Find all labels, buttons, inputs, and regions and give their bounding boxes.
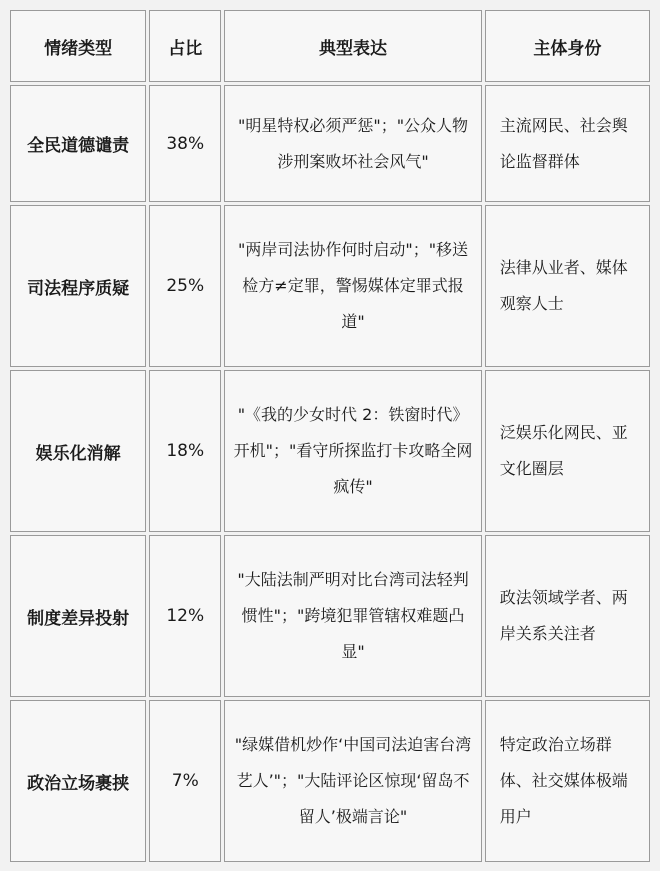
row-subject-identity: 政法领域学者、两岸关系关注者	[485, 535, 650, 697]
row-typical-expression: "《我的少女时代 2：铁窗时代》开机"；"看守所探监打卡攻略全网疯传"	[224, 370, 481, 532]
row-subject-identity: 特定政治立场群体、社交媒体极端用户	[485, 700, 650, 862]
table-header-row	[10, 10, 650, 82]
table-row	[10, 370, 650, 532]
row-share: 25%	[149, 205, 221, 367]
row-share: 18%	[149, 370, 221, 532]
row-emotion-type: 制度差异投射	[10, 535, 146, 697]
header-typical-expression: 典型表达	[224, 10, 481, 82]
row-typical-expression: "绿媒借机炒作‘中国司法迫害台湾艺人’"；"大陆评论区惊现‘留岛不留人’极端言论"	[224, 700, 481, 862]
row-subject-identity: 法律从业者、媒体观察人士	[485, 205, 650, 367]
row-subject-identity: 主流网民、社会舆论监督群体	[485, 85, 650, 202]
row-typical-expression: "两岸司法协作何时启动"；"移送检方≠定罪，警惕媒体定罪式报道"	[224, 205, 481, 367]
sentiment-table	[7, 7, 653, 865]
row-subject-identity: 泛娱乐化网民、亚文化圈层	[485, 370, 650, 532]
row-emotion-type: 娱乐化消解	[10, 370, 146, 532]
row-emotion-type: 政治立场裹挟	[10, 700, 146, 862]
table-row	[10, 535, 650, 697]
table-row	[10, 85, 650, 202]
table-row	[10, 700, 650, 862]
row-share: 7%	[149, 700, 221, 862]
row-share: 38%	[149, 85, 221, 202]
header-share: 占比	[149, 10, 221, 82]
header-emotion-type: 情绪类型	[10, 10, 146, 82]
row-emotion-type: 司法程序质疑	[10, 205, 146, 367]
row-emotion-type: 全民道德谴责	[10, 85, 146, 202]
row-share: 12%	[149, 535, 221, 697]
row-typical-expression: "大陆法制严明对比台湾司法轻判惯性"；"跨境犯罪管辖权难题凸显"	[224, 535, 481, 697]
table-row	[10, 205, 650, 367]
row-typical-expression: "明星特权必须严惩"；"公众人物涉刑案败坏社会风气"	[224, 85, 481, 202]
header-subject-identity: 主体身份	[485, 10, 650, 82]
